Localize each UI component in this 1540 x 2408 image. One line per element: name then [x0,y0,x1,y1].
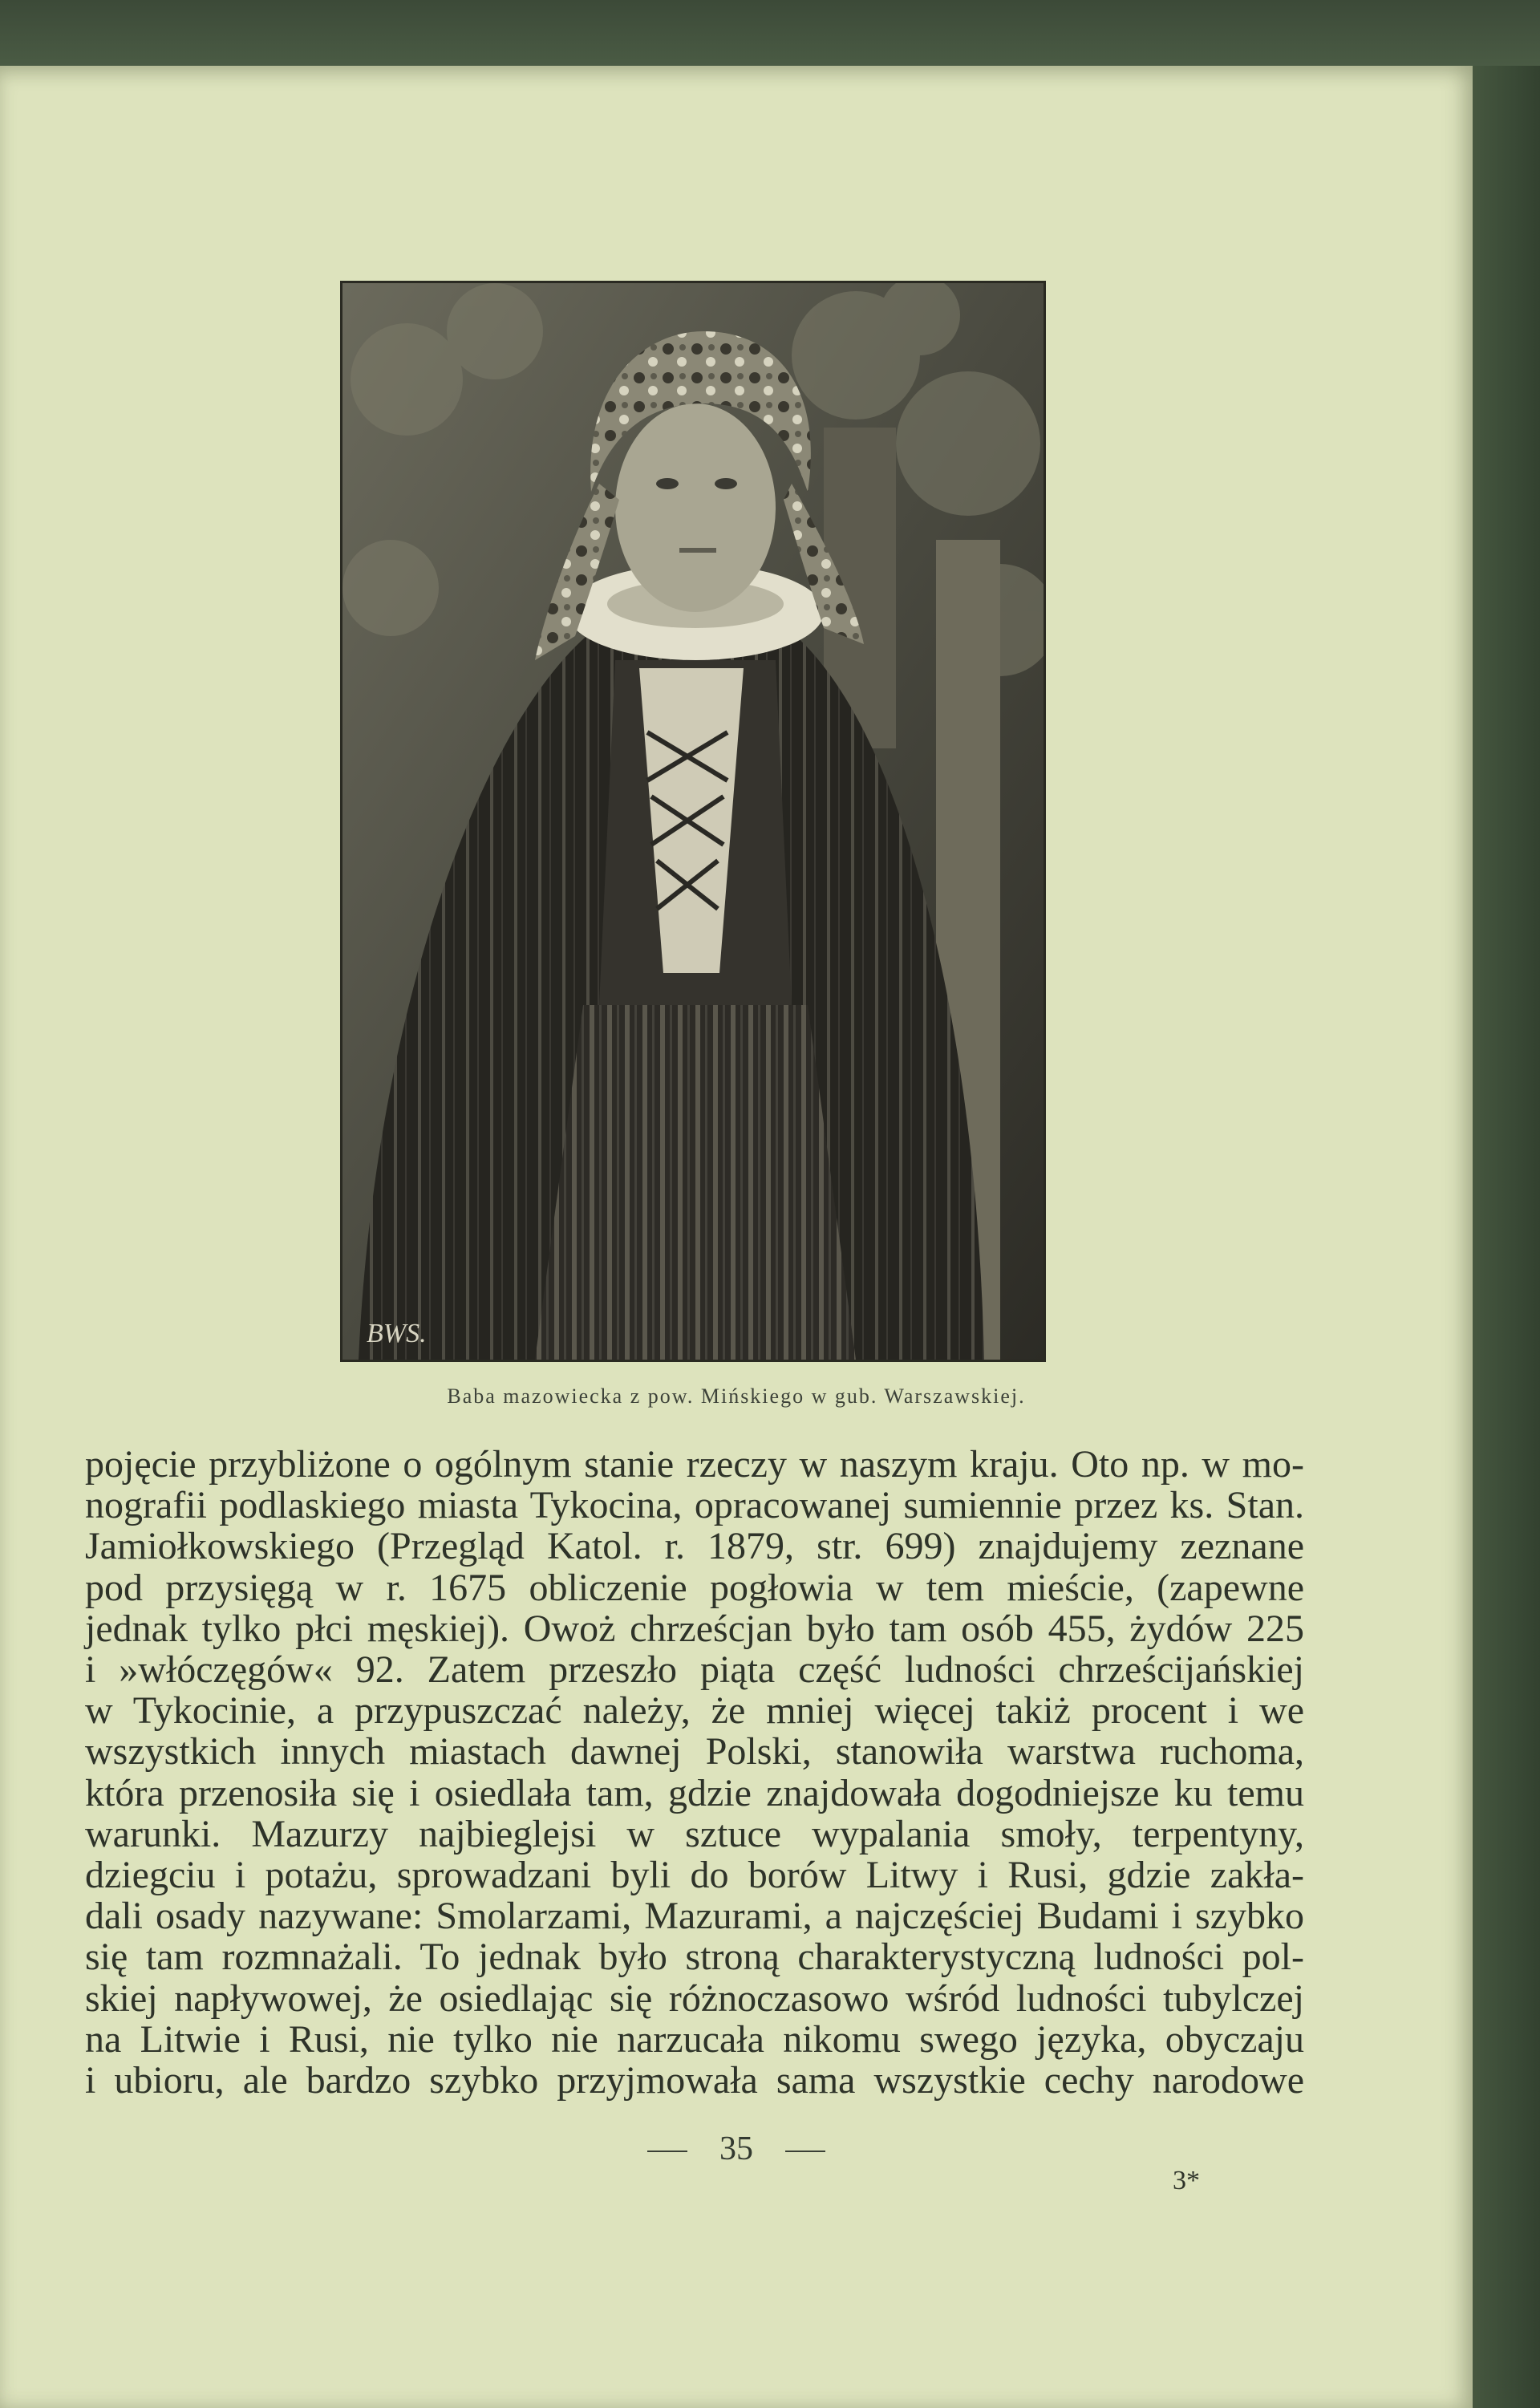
body-paragraph [85,1444,1304,2101]
text-line: nografii podlaskiego miasta Tykocina, opracowanej sumiennie przez ks. Stan. [85,1484,1304,1527]
text-line: się tam rozmnażali. To jednak było stroną charakterystyczną ludności pol- [85,1936,1304,1979]
signature-mark: 3* [1173,2166,1200,2195]
binding-top-edge [0,0,1540,66]
text-line: skiej napływowej, że osiedlając się różnoczasowo wśród ludności tubylczej [85,1976,1304,2020]
page-footer [0,2130,1473,2168]
text-line: pojęcie przybliżone o ogólnym stanie rzeczy w naszym kraju. Oto np. w mo- [85,1443,1304,1486]
text-line: która przenosiła się i osiedlała tam, gdzie znajdowała dogodniejsze ku temu [85,1771,1304,1814]
text-line: jednak tylko płci męskiej). Owoż chrześcjan było tam osób 455, żydów 225 [85,1607,1304,1650]
text-line: dali osady nazywane: Smolarzami, Mazurami, a najczęściej Budami i szybko [85,1895,1304,1938]
text-line: i »włóczęgów« 92. Zatem przeszło piąta część ludności chrześcijańskiej [85,1648,1304,1692]
text-line: wszystkich innych miastach dawnej Polski, stanowiła warstwa ruchoma, [85,1730,1304,1774]
portrait-photograph [340,281,1046,1362]
portrait-illustration [342,283,1044,1360]
text-line: warunki. Mazurzy najbieglejsi w sztuce wypalania smoły, terpentyny, [85,1812,1304,1855]
text-line: dziegciu i potażu, sprowadzani byli do borów Litwy i Rusi, gdzie zakła- [85,1854,1304,1897]
text-line: Jamiołkowskiego (Przegląd Katol. r. 1879, str. 699) znajdujemy zeznane [85,1525,1304,1568]
striped-skirt [535,1005,856,1360]
photographer-monogram: BWS. [367,1319,427,1348]
text-line: w Tykocinie, a przypuszczać należy, że mniej więcej takiż procent i we [85,1689,1304,1733]
figure-caption: Baba mazowiecka z pow. Mińskiego w gub. Warszawskiej. [447,1384,1026,1408]
page-number: 35 [719,2130,753,2167]
text-line: pod przysięgą w r. 1675 obliczenie pogłowia w tem mieście, (zapewne [85,1566,1304,1609]
text-line: na Litwie i Rusi, nie tylko nie narzucała nikomu swego języka, obyczaju [85,2017,1304,2061]
face [615,403,776,612]
footer-dash-left [647,2151,687,2152]
binding-right-edge [1473,66,1540,2408]
text-line: i ubioru, ale bardzo szybko przyjmowała sama wszystkie cechy narodowe [85,2059,1304,2102]
footer-dash-right [785,2151,825,2152]
